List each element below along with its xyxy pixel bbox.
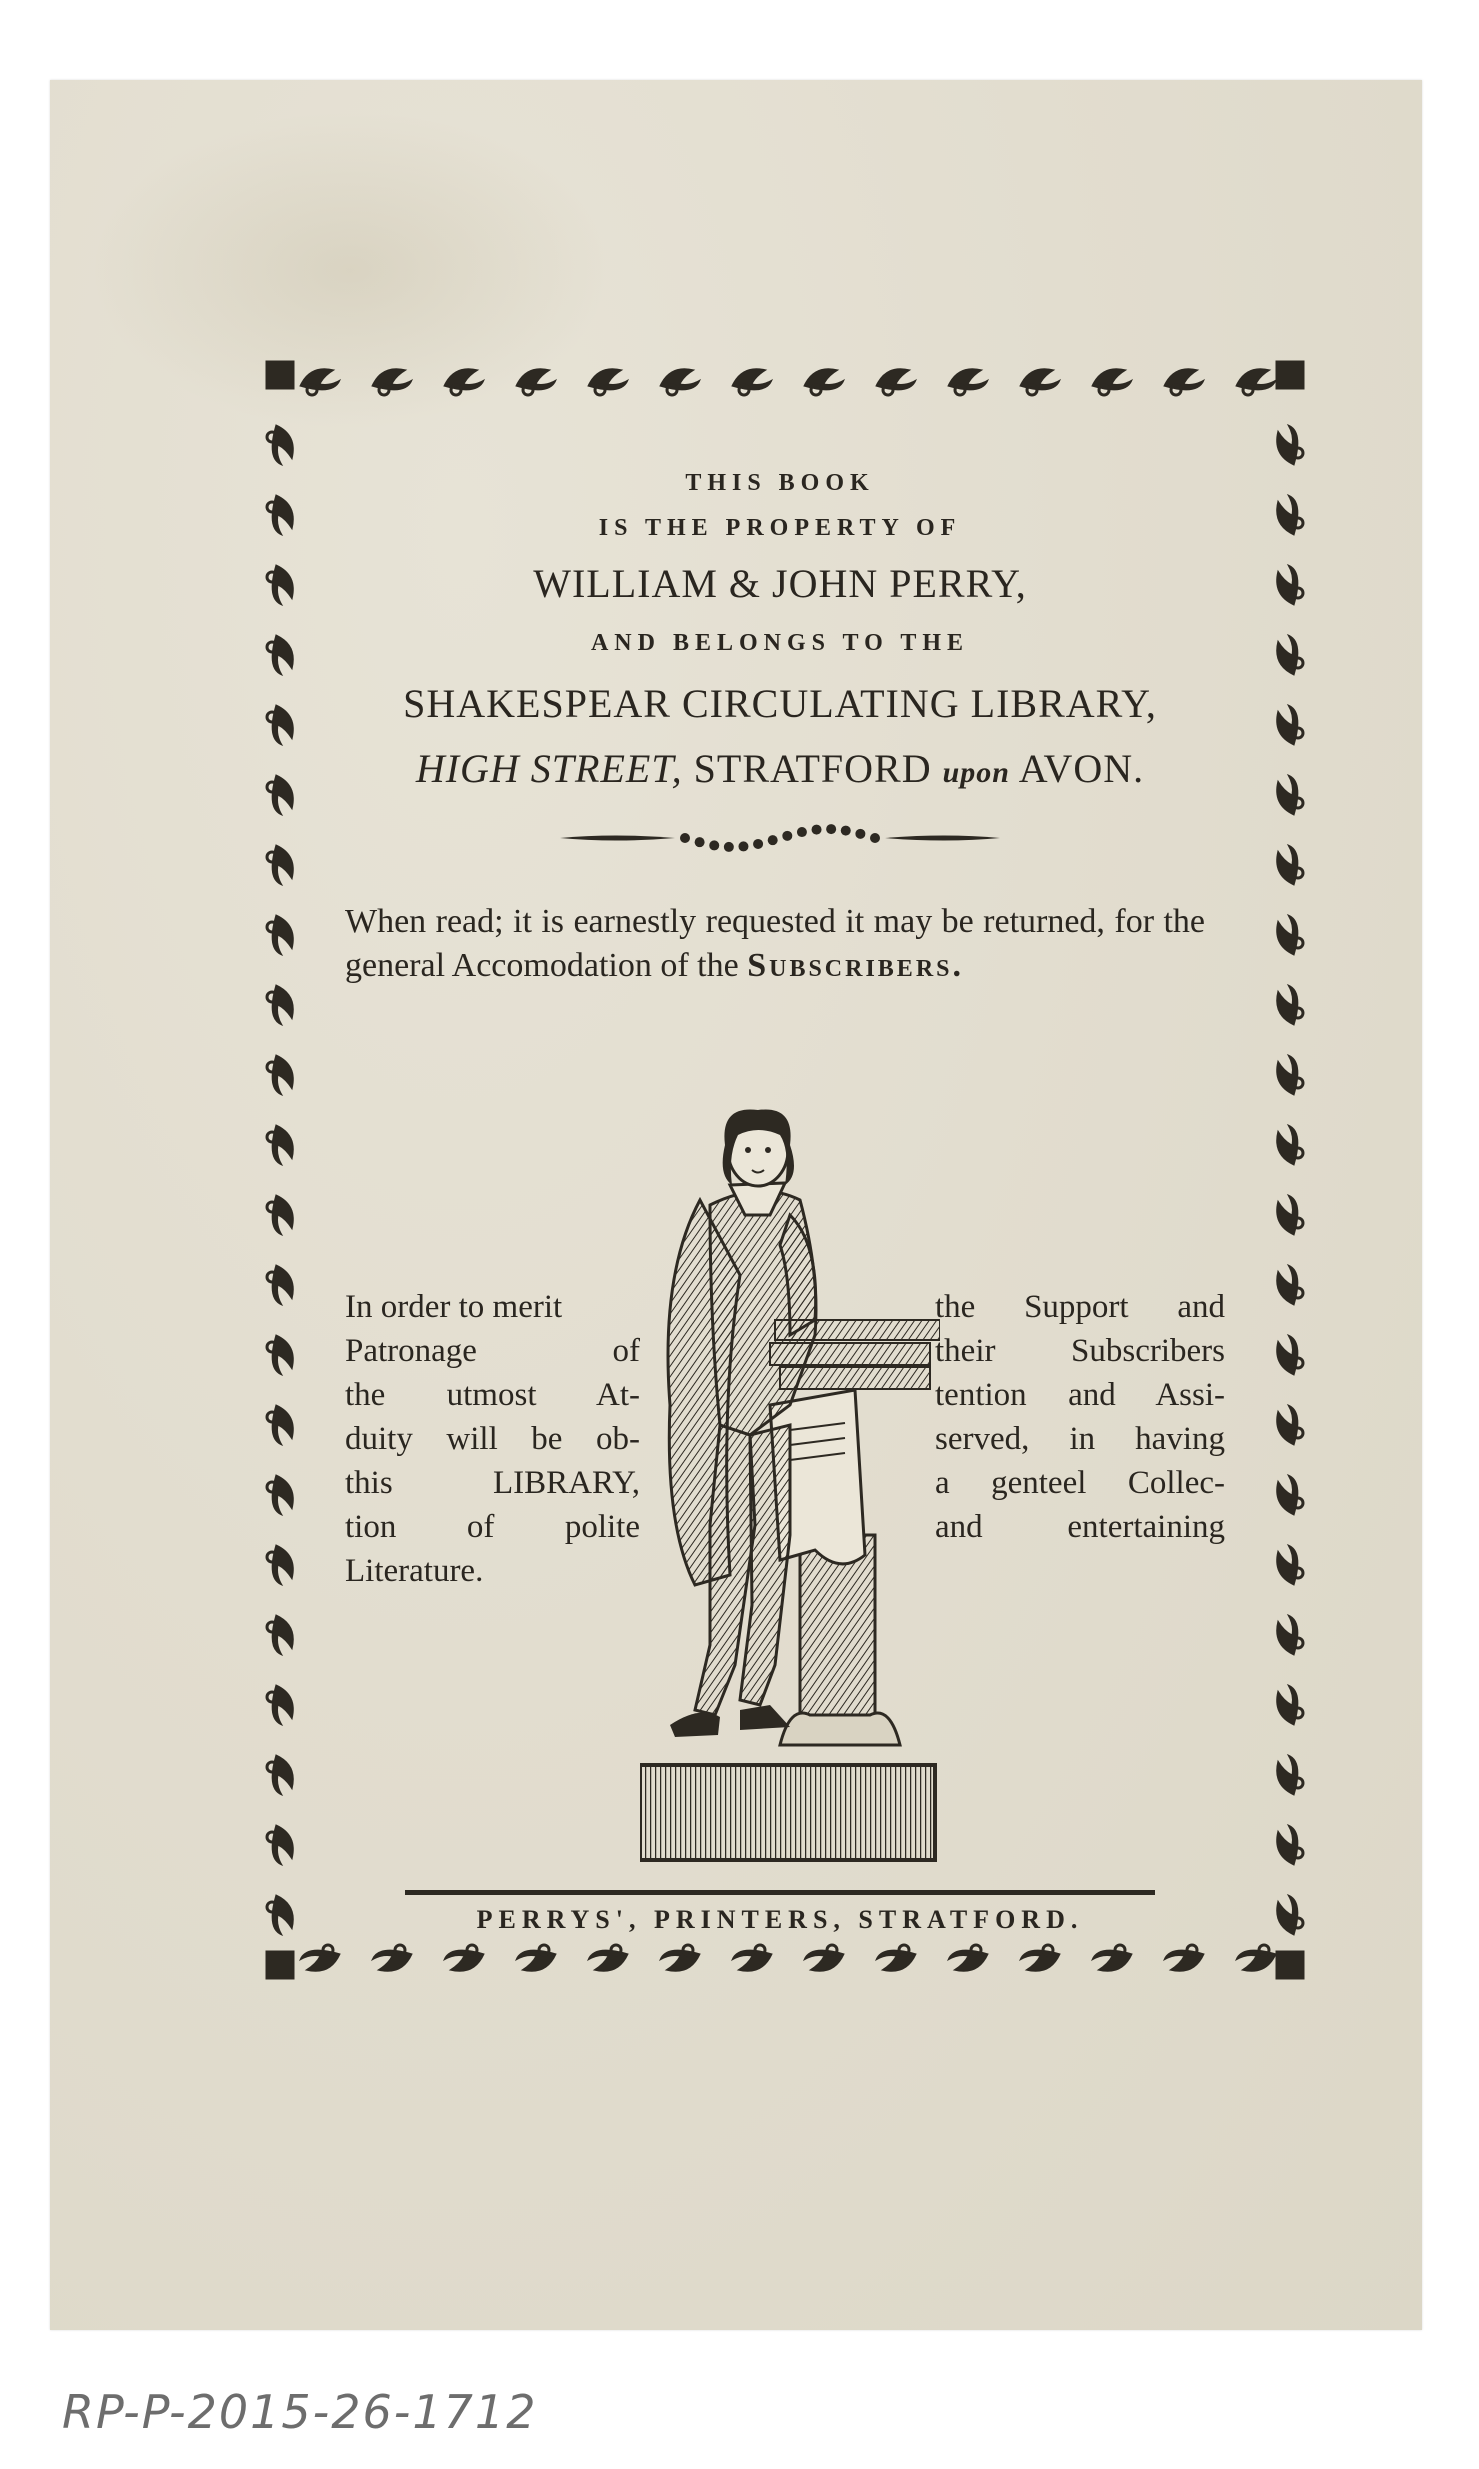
leaf-ornament-icon bbox=[267, 915, 293, 955]
leaf-ornament-icon bbox=[1236, 1945, 1276, 1971]
leaf-ornament-icon bbox=[588, 369, 628, 395]
leaf-ornament-icon bbox=[804, 1945, 844, 1971]
address-river: AVON. bbox=[1018, 746, 1145, 791]
divider-bead-icon bbox=[841, 826, 851, 836]
leaf-ornament-icon bbox=[876, 369, 916, 395]
leaf-ornament-icon bbox=[1277, 1615, 1303, 1655]
leaf-ornament-icon bbox=[267, 1265, 293, 1305]
leaf-ornament-icon bbox=[1236, 369, 1276, 395]
leaf-ornament-icon bbox=[1277, 1125, 1303, 1165]
header-this-book: THIS BOOK bbox=[685, 470, 875, 496]
divider-bead-icon bbox=[768, 835, 778, 845]
divider-bead-icon bbox=[680, 833, 690, 843]
leaf-ornament-icon bbox=[267, 495, 293, 535]
right-line: a genteel Collec- bbox=[935, 1465, 1225, 1501]
leaf-ornament-icon bbox=[1277, 1545, 1303, 1585]
leaf-ornament-icon bbox=[267, 1125, 293, 1165]
left-line: duity will be ob- bbox=[345, 1421, 640, 1457]
leaf-ornament-icon bbox=[372, 1945, 412, 1971]
leaf-ornament-icon bbox=[1277, 635, 1303, 675]
leaf-ornament-icon bbox=[267, 705, 293, 745]
leaf-ornament-icon bbox=[267, 1405, 293, 1445]
divider-bead-icon bbox=[782, 831, 792, 841]
leaf-ornament-icon bbox=[1277, 1265, 1303, 1305]
divider-bead-icon bbox=[695, 837, 705, 847]
leaf-ornament-icon bbox=[1277, 775, 1303, 815]
library-name: SHAKESPEAR CIRCULATING LIBRARY, bbox=[403, 681, 1157, 726]
leaf-ornament-icon bbox=[1277, 915, 1303, 955]
leaf-ornament-icon bbox=[1277, 1055, 1303, 1095]
header-property-of: IS THE PROPERTY OF bbox=[598, 515, 962, 541]
leaf-ornament-icon bbox=[300, 1945, 340, 1971]
address-upon: upon bbox=[942, 756, 1010, 789]
leaf-ornament-icon bbox=[1277, 1825, 1303, 1865]
leaf-ornament-icon bbox=[267, 1755, 293, 1795]
leaf-ornament-icon bbox=[267, 635, 293, 675]
leaf-ornament-icon bbox=[876, 1945, 916, 1971]
leaf-ornament-icon bbox=[588, 1945, 628, 1971]
divider-bead-icon bbox=[812, 825, 822, 835]
right-text-column bbox=[935, 1285, 1225, 1549]
leaf-ornament-icon bbox=[516, 1945, 556, 1971]
divider-bead-icon bbox=[870, 833, 880, 843]
leaf-ornament-icon bbox=[1164, 369, 1204, 395]
leaf-ornament-icon bbox=[372, 369, 412, 395]
bead-divider-icon bbox=[555, 818, 1005, 858]
leaf-ornament-icon bbox=[1277, 1895, 1303, 1935]
leaf-ornament-icon bbox=[267, 775, 293, 815]
leaf-ornament-icon bbox=[1164, 1945, 1204, 1971]
divider-bead-icon bbox=[738, 841, 748, 851]
leaf-ornament-icon bbox=[804, 369, 844, 395]
leaf-ornament-icon bbox=[1277, 985, 1303, 1025]
leaf-ornament-icon bbox=[267, 1825, 293, 1865]
owners-name: WILLIAM & JOHN PERRY, bbox=[533, 561, 1027, 606]
leaf-ornament-icon bbox=[267, 1195, 293, 1235]
printer-imprint: PERRYS', PRINTERS, STRATFORD. bbox=[476, 1905, 1084, 1934]
leaf-ornament-icon bbox=[1277, 705, 1303, 745]
leaf-ornament-icon bbox=[267, 1475, 293, 1515]
leaf-ornament-icon bbox=[1277, 1405, 1303, 1445]
leaf-ornament-icon bbox=[1277, 1755, 1303, 1795]
leaf-ornament-icon bbox=[267, 1895, 293, 1935]
shakespeare-statue-icon bbox=[640, 1105, 940, 1875]
request-body: When read; it is earnestly requested it may be returned, for the general Accomodation of the bbox=[345, 903, 1205, 984]
leaf-ornament-icon bbox=[267, 1055, 293, 1095]
library-address bbox=[345, 745, 1215, 792]
leaf-ornament-icon bbox=[1092, 369, 1132, 395]
leaf-ornament-icon bbox=[444, 1945, 484, 1971]
leaf-ornament-icon bbox=[300, 369, 340, 395]
right-line: tention and Assi- bbox=[935, 1377, 1225, 1413]
leaf-ornament-icon bbox=[1277, 1335, 1303, 1375]
request-subscribers: Subscribers. bbox=[747, 947, 964, 984]
leaf-ornament-icon bbox=[660, 369, 700, 395]
leaf-ornament-icon bbox=[267, 1615, 293, 1655]
right-line: their Subscribers bbox=[935, 1333, 1225, 1369]
address-town: STRATFORD bbox=[693, 746, 932, 791]
leaf-ornament-icon bbox=[444, 369, 484, 395]
leaf-ornament-icon bbox=[1020, 1945, 1060, 1971]
address-street: HIGH STREET, bbox=[415, 746, 683, 791]
leaf-ornament-icon bbox=[267, 1685, 293, 1725]
leaf-ornament-icon bbox=[1020, 369, 1060, 395]
right-line: and entertaining bbox=[935, 1509, 1225, 1545]
left-text-column bbox=[345, 1285, 640, 1593]
leaf-ornament-icon bbox=[660, 1945, 700, 1971]
divider-bead-icon bbox=[709, 840, 719, 850]
leaf-ornament-icon bbox=[1277, 1685, 1303, 1725]
leaf-ornament-icon bbox=[948, 369, 988, 395]
leaf-ornament-icon bbox=[1277, 1475, 1303, 1515]
leaf-ornament-icon bbox=[1092, 1945, 1132, 1971]
return-request-text bbox=[345, 900, 1205, 988]
left-line: tion of polite bbox=[345, 1509, 640, 1545]
divider-bead-icon bbox=[753, 839, 763, 849]
header-belongs-to: AND BELONGS TO THE bbox=[590, 630, 970, 656]
right-line: the Support and bbox=[935, 1289, 1225, 1325]
leaf-ornament-icon bbox=[1277, 845, 1303, 885]
leaf-ornament-icon bbox=[1277, 1195, 1303, 1235]
divider-bead-icon bbox=[826, 824, 836, 834]
corner-ornament-icon bbox=[266, 361, 294, 389]
left-line: Patronage of bbox=[345, 1333, 640, 1369]
leaf-ornament-icon bbox=[267, 985, 293, 1025]
leaf-ornament-icon bbox=[267, 425, 293, 465]
leaf-ornament-icon bbox=[1277, 425, 1303, 465]
left-line: the utmost At- bbox=[345, 1377, 640, 1413]
corner-ornament-icon bbox=[1276, 361, 1304, 389]
divider-bead-icon bbox=[797, 827, 807, 837]
left-line: In order to merit bbox=[345, 1289, 563, 1325]
printer-rule bbox=[405, 1890, 1155, 1895]
leaf-ornament-icon bbox=[267, 565, 293, 605]
leaf-ornament-icon bbox=[267, 1545, 293, 1585]
leaf-ornament-icon bbox=[948, 1945, 988, 1971]
inventory-number: RP-P-2015-26-1712 bbox=[62, 2385, 538, 2439]
leaf-ornament-icon bbox=[732, 1945, 772, 1971]
leaf-ornament-icon bbox=[732, 369, 772, 395]
right-line: served, in having bbox=[935, 1421, 1225, 1457]
leaf-ornament-icon bbox=[1277, 565, 1303, 605]
left-line: Literature. bbox=[345, 1553, 484, 1589]
leaf-ornament-icon bbox=[1277, 495, 1303, 535]
divider-bead-icon bbox=[855, 829, 865, 839]
divider-bead-icon bbox=[724, 842, 734, 852]
leaf-ornament-icon bbox=[267, 1335, 293, 1375]
leaf-ornament-icon bbox=[267, 845, 293, 885]
corner-ornament-icon bbox=[266, 1951, 294, 1979]
left-line: this LIBRARY, bbox=[345, 1465, 640, 1501]
corner-ornament-icon bbox=[1276, 1951, 1304, 1979]
leaf-ornament-icon bbox=[516, 369, 556, 395]
